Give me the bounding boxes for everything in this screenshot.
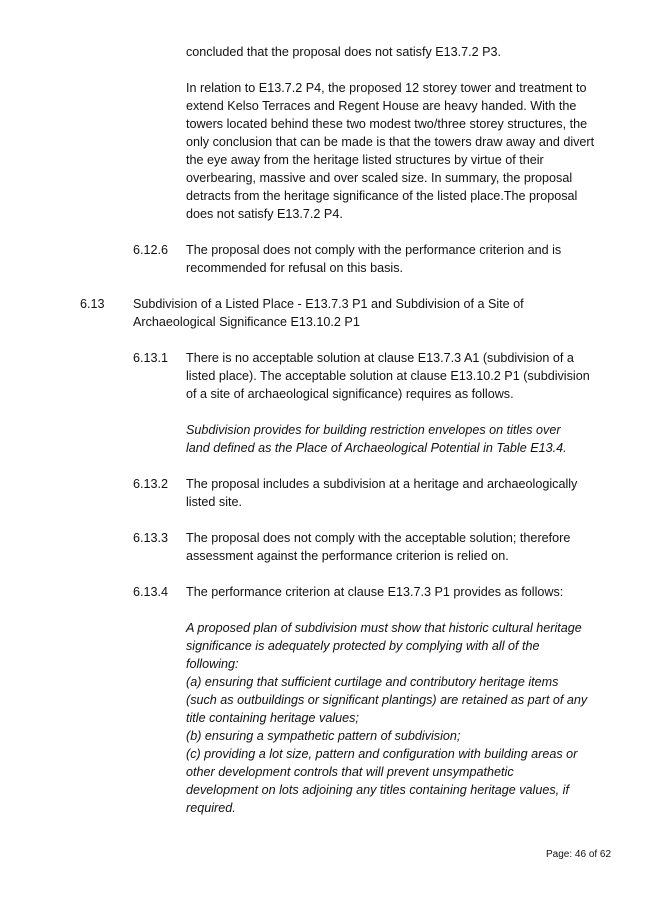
clause-number: 6.13.1 — [133, 351, 169, 365]
quote-line: required. — [186, 801, 236, 815]
section-number: 6.13 — [80, 297, 105, 311]
paragraph-line: In relation to E13.7.2 P4, the proposed 12 storey tower and treatment to — [186, 81, 587, 95]
quote-line: following: — [186, 657, 239, 671]
quote-line: (a) ensuring that sufficient curtilage and contributory heritage items — [186, 675, 559, 689]
paragraph-line: There is no acceptable solution at clause E13.7.3 A1 (subdivision of a — [186, 351, 574, 365]
paragraph-line: overbearing, massive and over scaled size. In summary, the proposal — [186, 171, 573, 185]
paragraph-line: detracts from the heritage significance of the listed place.The proposal — [186, 189, 578, 203]
paragraph-line: recommended for refusal on this basis. — [186, 261, 403, 275]
paragraph-line: The performance criterion at clause E13.7.3 P1 provides as follows: — [186, 585, 564, 599]
paragraph-line: the eye away from the heritage listed structures by virtue of their — [186, 153, 544, 167]
section-heading-line: Archaeological Significance E13.10.2 P1 — [133, 315, 360, 329]
quote-line: (b) ensuring a sympathetic pattern of subdivision; — [186, 729, 461, 743]
paragraph-line: The proposal includes a subdivision at a heritage and archaeologically — [186, 477, 578, 491]
paragraph-line: of a site of archaeological significance) requires as follows. — [186, 387, 514, 401]
paragraph-line: The proposal does not comply with the acceptable solution; therefore — [186, 531, 571, 545]
paragraph-line: towers located behind these two modest two/three storey structures, the — [186, 117, 588, 131]
paragraph-line: concluded that the proposal does not satisfy E13.7.2 P3. — [186, 45, 502, 59]
paragraph-line: extend Kelso Terraces and Regent House are heavy handed. With the — [186, 99, 577, 113]
paragraph-line: listed site. — [186, 495, 242, 509]
paragraph-line: listed place). The acceptable solution at clause E13.10.2 P1 (subdivision — [186, 369, 590, 383]
paragraph-line: does not satisfy E13.7.2 P4. — [186, 207, 343, 221]
clause-number: 6.13.2 — [133, 477, 169, 491]
quote-line: (such as outbuildings or significant plantings) are retained as part of any — [186, 693, 588, 707]
quote-line: Subdivision provides for building restriction envelopes on titles over — [186, 423, 561, 437]
section-heading-line: Subdivision of a Listed Place - E13.7.3 P1 and Subdivision of a Site of — [133, 297, 524, 311]
quote-line: development on lots adjoining any titles containing heritage values, if — [186, 783, 569, 797]
clause-number: 6.13.3 — [133, 531, 169, 545]
paragraph-line: assessment against the performance criterion is relied on. — [186, 549, 509, 563]
page-number: Page: 46 of 62 — [546, 849, 612, 860]
clause-number: 6.13.4 — [133, 585, 169, 599]
paragraph-line: only conclusion that can be made is that the towers draw away and divert — [186, 135, 595, 149]
quote-line: title containing heritage values; — [186, 711, 359, 725]
quote-line: A proposed plan of subdivision must show that historic cultural heritage — [186, 621, 582, 635]
quote-line: other development controls that will prevent unsympathetic — [186, 765, 514, 779]
quote-line: land defined as the Place of Archaeological Potential in Table E13.4. — [186, 441, 567, 455]
clause-number: 6.12.6 — [133, 243, 169, 257]
quote-line: (c) providing a lot size, pattern and configuration with building areas or — [186, 747, 578, 761]
paragraph-line: The proposal does not comply with the performance criterion and is — [186, 243, 562, 257]
quote-line: significance is adequately protected by complying with all of the — [186, 639, 540, 653]
